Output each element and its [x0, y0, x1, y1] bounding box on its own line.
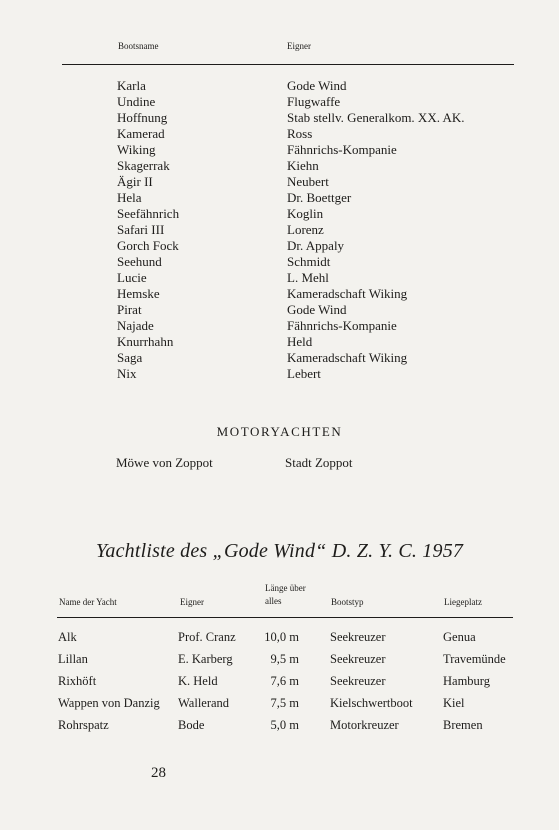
yacht-type: Seekreuzer: [330, 652, 386, 666]
yacht-type: Motorkreuzer: [330, 718, 399, 732]
yacht-type: Kielschwertboot: [330, 696, 413, 710]
yacht-name: Wappen von Danzig: [58, 696, 160, 710]
boat-name: Pirat: [117, 302, 142, 317]
yacht-length: 9,5 m: [270, 652, 299, 666]
column-header-yacht-owner: Eigner: [180, 597, 204, 607]
boat-owner: Fähnrichs-Kompanie: [287, 142, 397, 157]
yacht-list-title: Yachtliste des „Gode Wind“ D. Z. Y. C. 1957: [95, 540, 464, 562]
boat-owner: Kiehn: [287, 158, 319, 173]
boat-owner: Fähnrichs-Kompanie: [287, 318, 397, 333]
column-header-owner: Eigner: [287, 41, 311, 51]
boat-owner: Dr. Appaly: [287, 238, 345, 253]
boat-owner: Stab stellv. Generalkom. XX. AK.: [287, 110, 465, 125]
column-header-yacht-name: Name der Yacht: [59, 597, 117, 607]
yacht-name: Lillan: [58, 652, 88, 666]
boat-owner: Held: [287, 334, 313, 349]
yacht-owner: Wallerand: [178, 696, 230, 710]
boat-name: Seefähnrich: [117, 206, 180, 221]
page-number: 28: [151, 765, 166, 781]
yacht-owner: K. Held: [178, 674, 218, 688]
boat-name: Wiking: [117, 142, 156, 157]
column-header-boat-name: Bootsname: [118, 41, 159, 51]
boat-name: Undine: [117, 94, 156, 109]
boat-name: Saga: [117, 350, 143, 365]
column-header-length-line2: alles: [265, 596, 282, 606]
boat-name: Lucie: [117, 270, 147, 285]
boat-owner: Flugwaffe: [287, 94, 341, 109]
yacht-berth: Travemünde: [443, 652, 506, 666]
boat-name: Najade: [117, 318, 154, 333]
boat-name: Ägir II: [117, 174, 153, 189]
motoryacht-name: Möwe von Zoppot: [116, 455, 213, 470]
boat-name: Karla: [117, 78, 146, 93]
boat-owner: Schmidt: [287, 254, 331, 269]
boat-name: Gorch Fock: [117, 238, 179, 253]
boat-owner: Lebert: [287, 366, 321, 381]
boat-owner: Koglin: [287, 206, 324, 221]
boat-name: Seehund: [117, 254, 162, 269]
yacht-table-rule: [57, 617, 513, 618]
boat-name: Safari III: [117, 222, 165, 237]
boat-name: Skagerrak: [117, 158, 170, 173]
boat-owner: Kameradschaft Wiking: [287, 286, 408, 301]
yacht-name: Rixhöft: [58, 674, 97, 688]
boat-owner: Dr. Boettger: [287, 190, 352, 205]
motoryacht-owner: Stadt Zoppot: [285, 455, 353, 470]
yacht-name: Alk: [58, 630, 77, 644]
yacht-length: 10,0 m: [264, 630, 299, 644]
boat-owner: Gode Wind: [287, 302, 347, 317]
boat-owner: Gode Wind: [287, 78, 347, 93]
yacht-owner: Bode: [178, 718, 205, 732]
yacht-name: Rohrspatz: [58, 718, 109, 732]
yacht-owner: Prof. Cranz: [178, 630, 236, 644]
yacht-berth: Genua: [443, 630, 476, 644]
boat-name: Kamerad: [117, 126, 165, 141]
yacht-owner: E. Karberg: [178, 652, 233, 666]
boat-owner: L. Mehl: [287, 270, 329, 285]
yacht-type: Seekreuzer: [330, 630, 386, 644]
motoryachts-heading: MOTORYACHTEN: [216, 424, 343, 439]
column-header-berth: Liegeplatz: [444, 597, 482, 607]
yacht-berth: Kiel: [443, 696, 465, 710]
boat-owner: Ross: [287, 126, 313, 141]
column-header-length-line1: Länge über: [265, 583, 306, 593]
boat-name: Hemske: [117, 286, 160, 301]
boat-name: Hela: [117, 190, 142, 205]
boat-name: Nix: [117, 366, 137, 381]
boat-name: Hoffnung: [117, 110, 168, 125]
boat-owner: Neubert: [287, 174, 329, 189]
boat-owner: Lorenz: [287, 222, 324, 237]
boat-owner: Kameradschaft Wiking: [287, 350, 408, 365]
yacht-length: 7,5 m: [270, 696, 299, 710]
yacht-length: 5,0 m: [270, 718, 299, 732]
header-rule: [62, 64, 514, 65]
yacht-length: 7,6 m: [270, 674, 299, 688]
yacht-berth: Bremen: [443, 718, 483, 732]
boat-name: Knurrhahn: [117, 334, 174, 349]
yacht-berth: Hamburg: [443, 674, 490, 688]
column-header-boat-type: Bootstyp: [331, 597, 364, 607]
yacht-type: Seekreuzer: [330, 674, 386, 688]
